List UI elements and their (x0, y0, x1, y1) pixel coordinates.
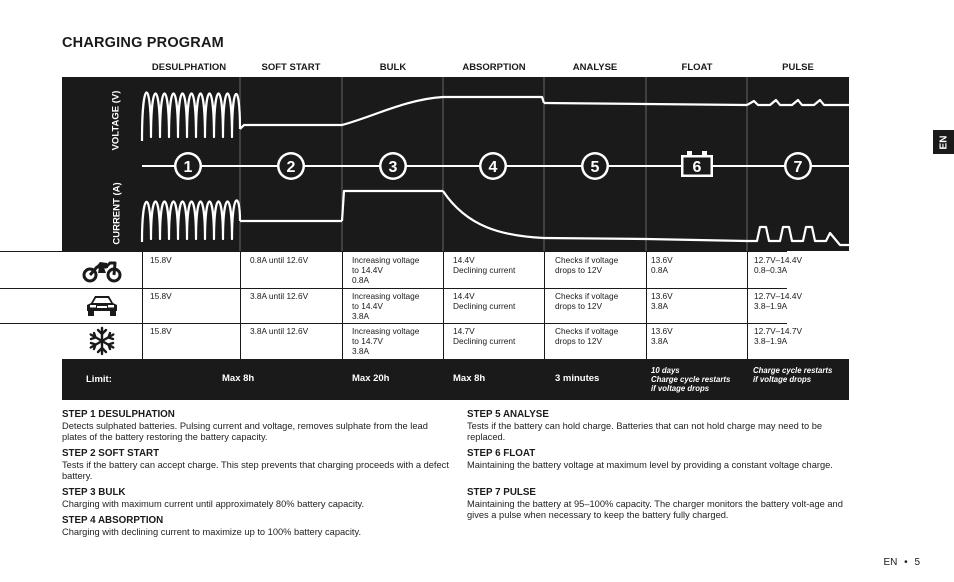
row1-analyse: Checks if voltage drops to 12V (555, 255, 619, 276)
stage-header-float: FLOAT (681, 62, 713, 73)
row2-pulse: 12.7V–14.4V 3.8–1.9A (754, 291, 802, 312)
limit-bulk: Max 20h (352, 373, 390, 384)
snowflake-icon (62, 325, 142, 357)
limit-absorption: Max 8h (453, 373, 486, 384)
snowflake-icon-graphic (87, 326, 117, 356)
battery-terminal-icon (687, 151, 692, 155)
step-text: Charging with maximum current until approximately 80% battery capacity. (62, 499, 365, 509)
stage-header-soft-start: SOFT START (261, 62, 321, 73)
row3-pulse: 12.7V–14.7V 3.8–1.9A (754, 326, 802, 347)
row1-bulk: Increasing voltage to 14.4V 0.8A (352, 255, 420, 286)
voltage-axis-label: VOLTAGE (V) (110, 90, 122, 151)
step-title: STEP 3 BULK (62, 487, 126, 498)
step-number: 7 (793, 159, 803, 176)
motorcycle-icon-graphic (82, 257, 122, 283)
step-text: Tests if the battery can hold charge. Batteries that can not hold charge may need to be replaced. (467, 421, 823, 443)
language-tab-label: EN (938, 135, 949, 149)
row3-soft-start: 3.8A until 12.6V (250, 326, 309, 336)
step-number: 1 (183, 159, 193, 176)
voltage-curve-analyse (544, 103, 646, 104)
row3-desulphation: 15.8V (150, 326, 172, 336)
stage-header-absorption: ABSORPTION (462, 62, 526, 73)
current-axis-label: CURRENT (A) (111, 182, 123, 245)
row2-absorption: 14.4V Declining current (453, 291, 516, 312)
limit-desulphation: Max 8h (222, 373, 255, 384)
row3-bulk: Increasing voltage to 14.7V 3.8A (352, 326, 420, 357)
row2-bulk: Increasing voltage to 14.4V 3.8A (352, 291, 420, 322)
step-number: 4 (488, 159, 498, 176)
step-text: Tests if the battery can accept charge. This step prevents that charging proceeds with a defect battery. (62, 460, 449, 482)
page-title: CHARGING PROGRAM (62, 35, 224, 51)
step-text: Detects sulphated batteries. Pulsing current and voltage, removes sulphate from the lead plates of the battery restoring the battery capacity. (62, 421, 428, 443)
motorcycle-icon (62, 254, 142, 286)
row1-float: 13.6V 0.8A (651, 255, 673, 276)
car-icon-graphic (83, 293, 121, 319)
step-title: STEP 7 PULSE (467, 487, 536, 498)
page-number: 5 (914, 557, 920, 568)
row1-desulphation: 15.8V (150, 255, 172, 265)
step-3-description (62, 487, 450, 510)
step-marker-2 (277, 152, 305, 180)
footer-lang: EN (883, 557, 898, 568)
limit-analyse: 3 minutes (555, 373, 600, 384)
language-tab (933, 130, 954, 154)
step-title: STEP 2 SOFT START (62, 448, 160, 459)
limit-float-days: 10 days (651, 366, 680, 375)
row2-float: 13.6V 3.8A (651, 291, 673, 312)
row1-absorption: 14.4V Declining current (453, 255, 516, 276)
row3-analyse: Checks if voltage drops to 12V (555, 326, 619, 347)
step-1-description (62, 409, 450, 443)
row2-soft-start: 3.8A until 12.6V (250, 291, 309, 301)
row2-desulphation: 15.8V (150, 291, 172, 301)
step-5-description (467, 409, 851, 443)
limit-label: Limit: (86, 374, 112, 385)
step-number: 2 (286, 159, 296, 176)
limit-pulse-note: Charge cycle restarts if voltage drops (753, 366, 833, 384)
step-title: STEP 5 ANALYSE (467, 409, 549, 420)
step-4-description (62, 515, 450, 538)
step-marker-5 (581, 152, 609, 180)
step-2-description (62, 448, 450, 482)
step-7-description (467, 487, 851, 521)
row1-pulse: 12.7V–14.4V 0.8–0.3A (754, 255, 802, 276)
step-marker-1 (174, 152, 202, 180)
step-marker-3 (379, 152, 407, 180)
step-marker-7 (784, 152, 812, 180)
row3-absorption: 14.7V Declining current (453, 326, 516, 347)
step-number: 3 (388, 159, 398, 176)
limit-bar (62, 359, 849, 400)
car-icon (62, 290, 142, 322)
page-footer (883, 557, 920, 568)
step-text: Maintaining the battery at 95–100% capacity. The charger monitors the battery volt-age and gives a pulse when necessary to keep the battery fully charged. (467, 499, 843, 521)
step-marker-4 (479, 152, 507, 180)
row2-analyse: Checks if voltage drops to 12V (555, 291, 619, 312)
step-6-description (467, 448, 851, 471)
voltage-curve-float (646, 104, 747, 105)
step-title: STEP 4 ABSORPTION (62, 515, 164, 526)
step-text: Maintaining the battery voltage at maximum level by providing a constant voltage charge. (467, 460, 833, 470)
battery-terminal-icon (702, 151, 707, 155)
stage-header-desulphation: DESULPHATION (151, 62, 227, 73)
stage-header-analyse: ANALYSE (572, 62, 618, 73)
footer-bullet: • (904, 557, 908, 568)
current-curve-analyse (544, 238, 646, 239)
step-text: Charging with declining current to maximize up to 100% battery capacity. (62, 527, 362, 537)
step-title: STEP 6 FLOAT (467, 448, 536, 459)
limit-float-note: Charge cycle restarts if voltage drops (651, 375, 731, 393)
step-number: 5 (590, 159, 600, 176)
step-title: STEP 1 DESULPHATION (62, 409, 175, 420)
stage-header-bulk: BULK (379, 62, 407, 73)
stage-header-pulse: PULSE (782, 62, 814, 73)
step-number: 6 (692, 159, 702, 176)
row3-float: 13.6V 3.8A (651, 326, 673, 347)
row1-soft-start: 0.8A until 12.6V (250, 255, 309, 265)
charging-diagram (62, 77, 849, 251)
